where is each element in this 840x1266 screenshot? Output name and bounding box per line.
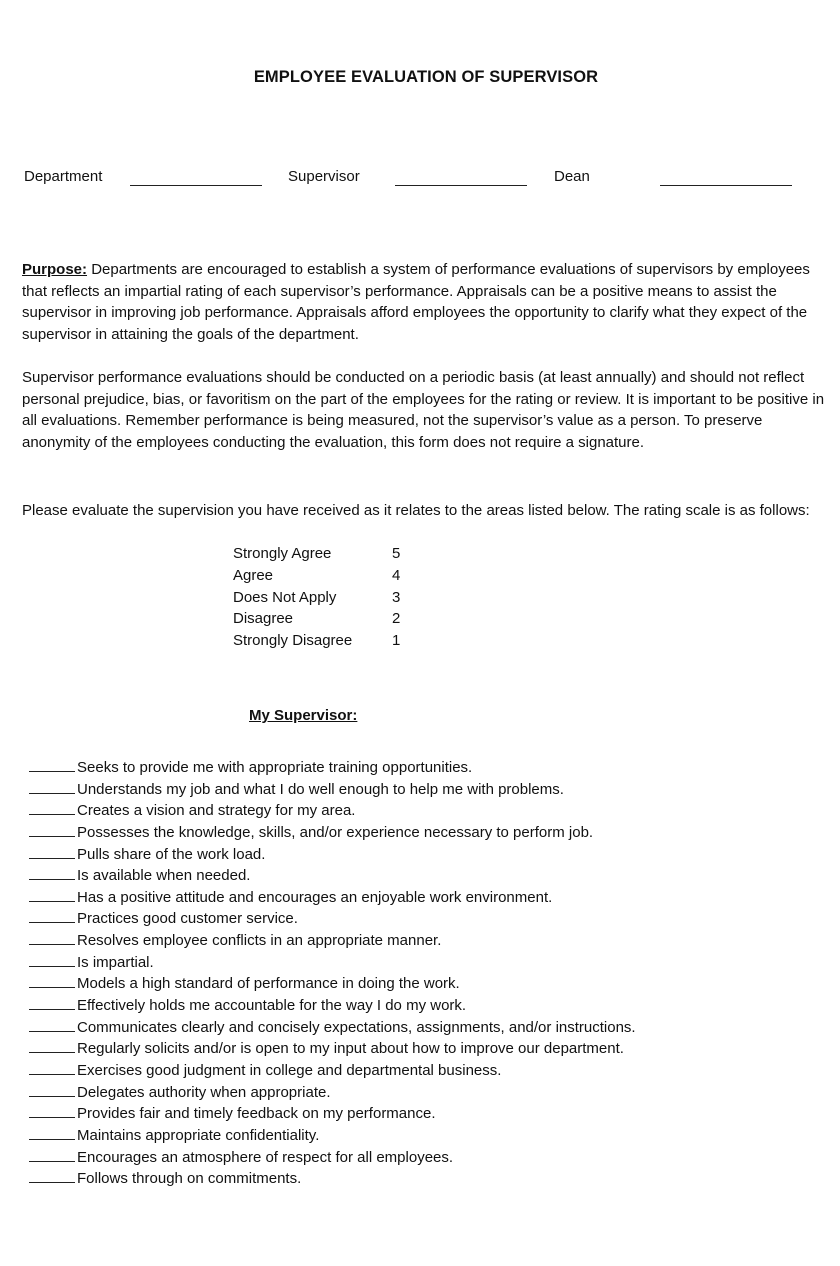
- rating-input-blank[interactable]: [29, 843, 75, 859]
- rating-input-blank[interactable]: [29, 864, 75, 880]
- evaluation-item-text: Possesses the knowledge, skills, and/or experience necessary to perform job.: [77, 823, 594, 841]
- department-field[interactable]: [130, 185, 262, 186]
- rating-input-blank[interactable]: [29, 972, 75, 988]
- evaluation-item-text: Creates a vision and strategy for my area.: [77, 802, 356, 820]
- page-title: EMPLOYEE EVALUATION OF SUPERVISOR: [253, 68, 599, 86]
- evaluation-item: [29, 864, 636, 886]
- evaluation-item-text: Resolves employee conflicts in an appropriate manner.: [77, 932, 442, 950]
- rating-scale-value: 4: [392, 566, 401, 584]
- rating-scale-value: 3: [392, 588, 401, 606]
- evaluation-item-text: Delegates authority when appropriate.: [77, 1083, 331, 1101]
- evaluation-item-text: Pulls share of the work load.: [77, 845, 266, 863]
- dean-label: Dean: [554, 168, 590, 185]
- rating-scale-row: [233, 587, 412, 609]
- header-fields: [0, 168, 840, 192]
- evaluation-item: [29, 1037, 636, 1059]
- evaluation-item-text: Effectively holds me accountable for the way I do my work.: [77, 997, 467, 1015]
- purpose-text: Departments are encouraged to establish a system of performance evaluations of supervisors by employees that reflects an impartial rating of each supervisor’s performance. Appraisals can be a positive means to assist the supervisor in improving job performance. Appraisals afford employees the opportunity to clarify what they expect of the supervisor in attaining the goals of the department.: [22, 261, 810, 343]
- evaluation-item: [29, 778, 636, 800]
- evaluation-items-list: [29, 756, 636, 1189]
- evaluation-item: [29, 972, 636, 994]
- guidelines-paragraph: Supervisor performance evaluations should be conducted on a periodic basis (at least annually) and should not reflect personal prejudice, bias, or favoritism on the part of the employees for the rating or review. It is important to be positive in all evaluations. Remember performance is being measured, not the supervisor’s value as a person. To preserve anonymity of the employees conducting the evaluation, this form does not require a signature.: [22, 369, 825, 451]
- rating-scale-label: Disagree: [233, 610, 294, 628]
- evaluation-item-text: Maintains appropriate confidentiality.: [77, 1126, 320, 1144]
- evaluation-item: [29, 929, 636, 951]
- rating-scale-row: [233, 608, 412, 630]
- rating-input-blank[interactable]: [29, 994, 75, 1010]
- section-heading: My Supervisor:: [249, 707, 358, 724]
- evaluation-item-text: Understands my job and what I do well enough to help me with problems.: [77, 780, 564, 798]
- rating-input-blank[interactable]: [29, 756, 75, 772]
- evaluation-item-text: Encourages an atmosphere of respect for all employees.: [77, 1148, 454, 1166]
- evaluation-item-text: Practices good customer service.: [77, 910, 298, 928]
- evaluation-item-text: Models a high standard of performance in doing the work.: [77, 975, 460, 993]
- evaluation-item-text: Communicates clearly and concisely expectations, assignments, and/or instructions.: [77, 1018, 636, 1036]
- evaluation-item: [29, 1124, 636, 1146]
- evaluation-item: [29, 951, 636, 973]
- rating-scale-value: 5: [392, 545, 401, 562]
- department-label: Department: [24, 168, 103, 185]
- rating-scale-label: Does Not Apply: [233, 588, 337, 606]
- rating-input-blank[interactable]: [29, 1124, 75, 1140]
- rating-scale-value: 2: [392, 610, 401, 628]
- evaluation-item: [29, 756, 636, 778]
- rating-input-blank[interactable]: [29, 951, 75, 967]
- evaluation-item: [29, 1167, 636, 1189]
- evaluation-item-text: Exercises good judgment in college and departmental business.: [77, 1061, 502, 1079]
- evaluation-item-text: Is available when needed.: [77, 867, 251, 885]
- rating-input-blank[interactable]: [29, 821, 75, 837]
- rating-scale-table: [233, 543, 412, 652]
- rating-input-blank[interactable]: [29, 778, 75, 794]
- rating-input-blank[interactable]: [29, 1146, 75, 1162]
- evaluation-item-text: Has a positive attitude and encourages an enjoyable work environment.: [77, 888, 553, 906]
- rating-input-blank[interactable]: [29, 929, 75, 945]
- rating-input-blank[interactable]: [29, 907, 75, 923]
- evaluation-item-text: Seeks to provide me with appropriate training opportunities.: [77, 759, 473, 776]
- evaluation-item: [29, 907, 636, 929]
- dean-field[interactable]: [660, 185, 792, 186]
- evaluation-item: [29, 843, 636, 865]
- rating-input-blank[interactable]: [29, 799, 75, 815]
- evaluation-item: [29, 1016, 636, 1038]
- evaluation-item: [29, 886, 636, 908]
- rating-scale-label: Strongly Agree: [233, 545, 332, 562]
- rating-input-blank[interactable]: [29, 1167, 75, 1183]
- rating-scale-row: [233, 543, 412, 565]
- supervisor-label: Supervisor: [288, 168, 360, 185]
- evaluation-item: [29, 1146, 636, 1168]
- evaluation-item: [29, 1081, 636, 1103]
- rating-scale-label: Agree: [233, 566, 274, 584]
- evaluation-item: [29, 1102, 636, 1124]
- rating-input-blank[interactable]: [29, 886, 75, 902]
- supervisor-field[interactable]: [395, 185, 527, 186]
- rating-scale-label: Strongly Disagree: [233, 632, 353, 649]
- rating-scale-row: [233, 630, 412, 652]
- rating-scale-value: 1: [392, 632, 401, 649]
- rating-input-blank[interactable]: [29, 1102, 75, 1118]
- evaluation-item: [29, 1059, 636, 1081]
- rating-input-blank[interactable]: [29, 1016, 75, 1032]
- evaluation-item-text: Regularly solicits and/or is open to my input about how to improve our department.: [77, 1040, 624, 1058]
- evaluation-item-text: Follows through on commitments.: [77, 1170, 302, 1188]
- evaluation-item: [29, 821, 636, 843]
- evaluation-item: [29, 994, 636, 1016]
- instructions-paragraph: Please evaluate the supervision you have received as it relates to the areas listed below. The rating scale is as follows:: [22, 502, 810, 519]
- purpose-paragraph: [22, 259, 822, 345]
- rating-input-blank[interactable]: [29, 1081, 75, 1097]
- rating-input-blank[interactable]: [29, 1059, 75, 1075]
- evaluation-item-text: Provides fair and timely feedback on my performance.: [77, 1105, 436, 1123]
- purpose-label: Purpose:: [22, 261, 88, 278]
- evaluation-item: [29, 799, 636, 821]
- rating-input-blank[interactable]: [29, 1037, 75, 1053]
- rating-scale-row: [233, 565, 412, 587]
- evaluation-item-text: Is impartial.: [77, 953, 154, 971]
